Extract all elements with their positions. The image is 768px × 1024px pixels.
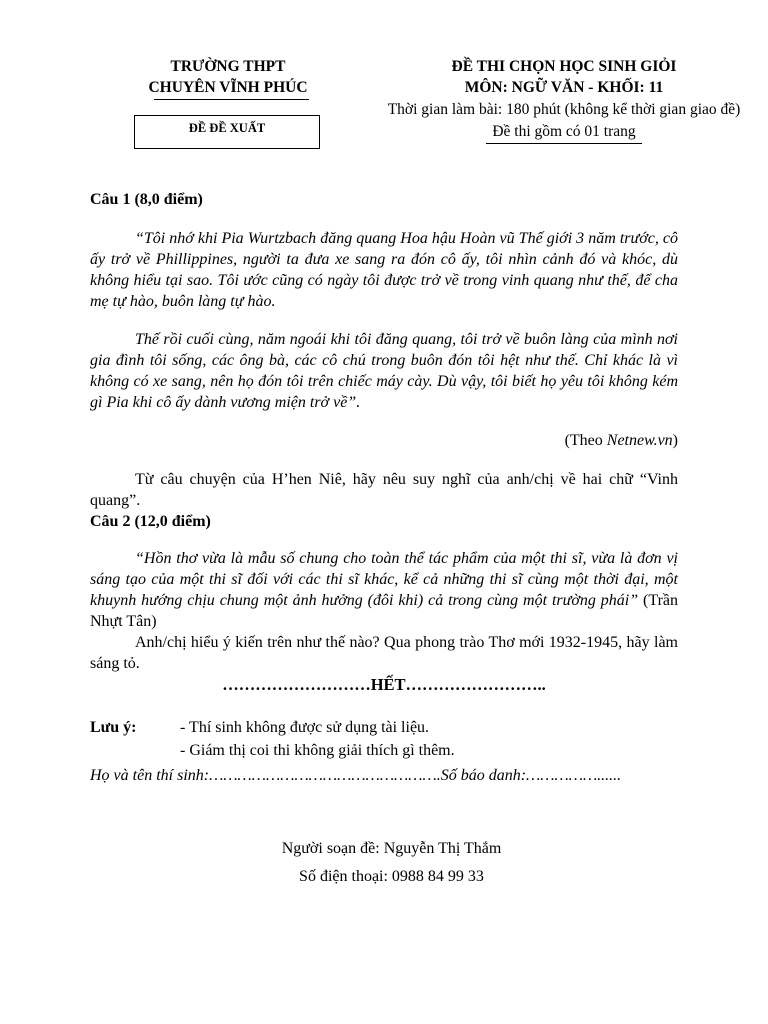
question-2-title: Câu 2 (12,0 điểm) bbox=[90, 513, 211, 530]
exam-title: ĐỀ THI CHỌN HỌC SINH GIỎI bbox=[451, 58, 677, 75]
notes-item-1: - Thí sinh không được sử dụng tài liệu. bbox=[180, 719, 430, 736]
pages-underline bbox=[486, 143, 642, 144]
proposal-label: ĐỀ ĐỀ XUẤT bbox=[188, 121, 266, 135]
question-1-quote-paragraph-1: “Tôi nhớ khi Pia Wurtzbach đăng quang Hoa hậu Hoàn vũ Thế giới 3 năm trước, cô ấy trở về Phillippines, người ta đưa xe sang ra đón cô ấy, tôi nhìn cảnh đó và khóc, dù không hiểu tại sao. Tôi ước cũng có ngày tôi được trở về trong vinh quang như thế, để cha mẹ tự hào, buôn làng tự hào. bbox=[90, 230, 678, 310]
question-2-quote-author: (Trần Nhựt Tân) bbox=[90, 592, 679, 630]
end-mark: ………………………HẾT…………………….. bbox=[222, 675, 546, 694]
question-1-task: Từ câu chuyện của H’hen Niê, hãy nêu suy nghĩ của anh/chị về hai chữ “Vinh quang”. bbox=[90, 471, 678, 509]
source-prefix: (Theo bbox=[564, 432, 607, 449]
question-1-quote-paragraph-2: Thế rồi cuối cùng, năm ngoái khi tôi đăng quang, tôi trở về buôn làng của mình nơi gia đình tôi sống, các ông bà, các cô chú trong buôn đón tôi hệt như thế. Chỉ khác là vì không có xe sang, nên họ đón tôi trên chiếc máy cày. Dù vậy, tôi biết họ yêu tôi không kém gì Pia khi cô ấy dành vương miện trở về”. bbox=[90, 331, 678, 411]
author-name: Người soạn đề: Nguyễn Thị Thắm bbox=[281, 840, 502, 857]
source-name: Netnew.vn bbox=[606, 432, 673, 449]
school-name-line2: CHUYÊN VĨNH PHÚC bbox=[148, 79, 308, 96]
author-phone: Số điện thoại: 0988 84 99 33 bbox=[299, 868, 484, 885]
exam-subject: MÔN: NGỮ VĂN - KHỐI: 11 bbox=[464, 79, 664, 96]
question-2-quote-text: “Hồn thơ vừa là mẫu số chung cho toàn thể tác phẩm của một thi sĩ, vừa là đơn vị sáng tạo của một thi sĩ đối với các thi sĩ khác, kể cả những thi sĩ cùng một thời đại, một khuynh hướng chịu chung một ảnh hưởng (đôi khi) cả trong cùng một trường phái” bbox=[90, 550, 678, 609]
school-name-line1: TRƯỜNG THPT bbox=[170, 58, 286, 75]
notes-item-2: - Giám thị coi thi không giải thích gì thêm. bbox=[180, 742, 455, 759]
question-1-title: Câu 1 (8,0 điểm) bbox=[90, 191, 203, 208]
question-1-source bbox=[90, 430, 678, 451]
candidate-info-line: Họ và tên thí sinh:………………………………………….Số báo danh:……………...... bbox=[90, 767, 622, 784]
exam-pages: Đề thi gồm có 01 trang bbox=[492, 123, 636, 140]
source-suffix: ) bbox=[672, 432, 678, 449]
question-2-quote bbox=[90, 548, 678, 632]
proposal-box bbox=[134, 115, 320, 149]
question-2-task: Anh/chị hiểu ý kiến trên như thế nào? Qua phong trào Thơ mới 1932-1945, hãy làm sáng tỏ. bbox=[90, 634, 678, 672]
exam-time: Thời gian làm bài: 180 phút (không kể thời gian giao đề) bbox=[387, 101, 741, 118]
notes-label: Lưu ý: bbox=[90, 719, 137, 736]
school-underline bbox=[154, 99, 309, 100]
